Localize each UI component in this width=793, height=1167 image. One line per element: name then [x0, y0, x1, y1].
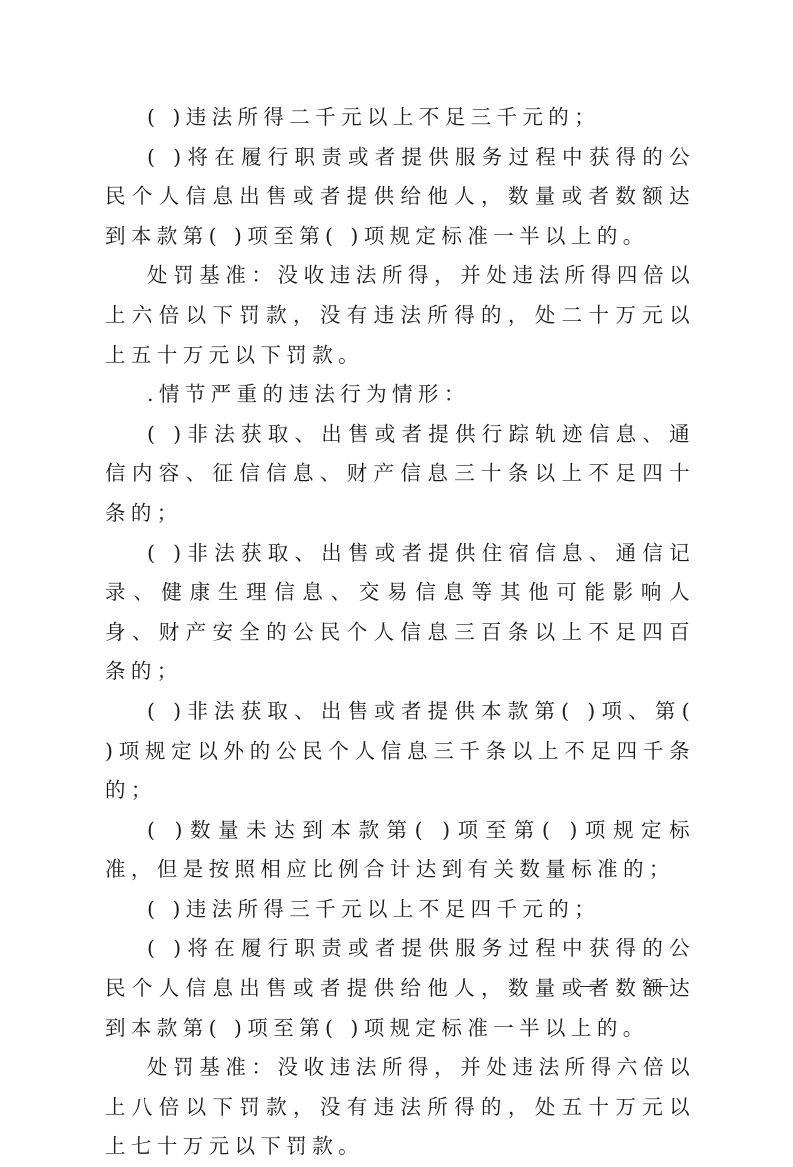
page-number — [560, 968, 690, 1008]
paragraph-serious-violation-heading: .情节严重的违法行为情形： — [147, 382, 470, 407]
paragraph-other-personal-info: ( )非法获取、出售或者提供本款第( )项、第( )项规定以外的公民个人信息三千条以上不足四千条的； — [105, 698, 695, 803]
paragraph-duty-sale-half-standard: ( )将在履行职责或者提供服务过程中获得的公民个人信息出售或者提供给他人，数量或者数额达到本款第( )项至第( )项规定标准一半以上的。 — [105, 144, 695, 248]
page-number-left-dash — [580, 986, 602, 987]
paragraph-tracking-credit-info: ( )非法获取、出售或者提供行踪轨迹信息、通信内容、征信信息、财产信息三十条以上不足四十条的； — [105, 421, 695, 525]
paragraph-penalty-standard-6x-8x: 处罚基准：没收违法所得，并处违法所得六倍以上八倍以下罚款，没有违法所得的，处五十万元以上七十万元以下罚款。 — [105, 1055, 695, 1159]
paragraph-lodging-health-info: ( )非法获取、出售或者提供住宿信息、通信记录、健康生理信息、交易信息等其他可能影响人身、财产安全的公民个人信息三百条以上不足四百条的； — [105, 540, 695, 684]
paragraph-duty-sale-half-standard-2: ( )将在履行职责或者提供服务过程中获得的公民个人信息出售或者提供给他人，数量或者数额达到本款第( )项至第( )项规定标准一半以上的。 — [105, 936, 695, 1040]
paragraph-proportional-total: ( )数量未达到本款第( )项至第( )项规定标准，但是按照相应比例合计达到有关数量标准的； — [105, 817, 695, 882]
page-number-right-dash — [646, 986, 668, 987]
paragraph-illegal-gains-3000-4000: ( )违法所得三千元以上不足四千元的； — [147, 896, 601, 921]
paragraph-illegal-gains-2000-3000: ( )违法所得二千元以上不足三千元的； — [147, 105, 601, 129]
paragraph-penalty-standard-4x-6x: 处罚基准：没收违法所得，并处违法所得四倍以上六倍以下罚款，没有违法所得的，处二十万元以上五十万元以下罚款。 — [105, 263, 695, 367]
